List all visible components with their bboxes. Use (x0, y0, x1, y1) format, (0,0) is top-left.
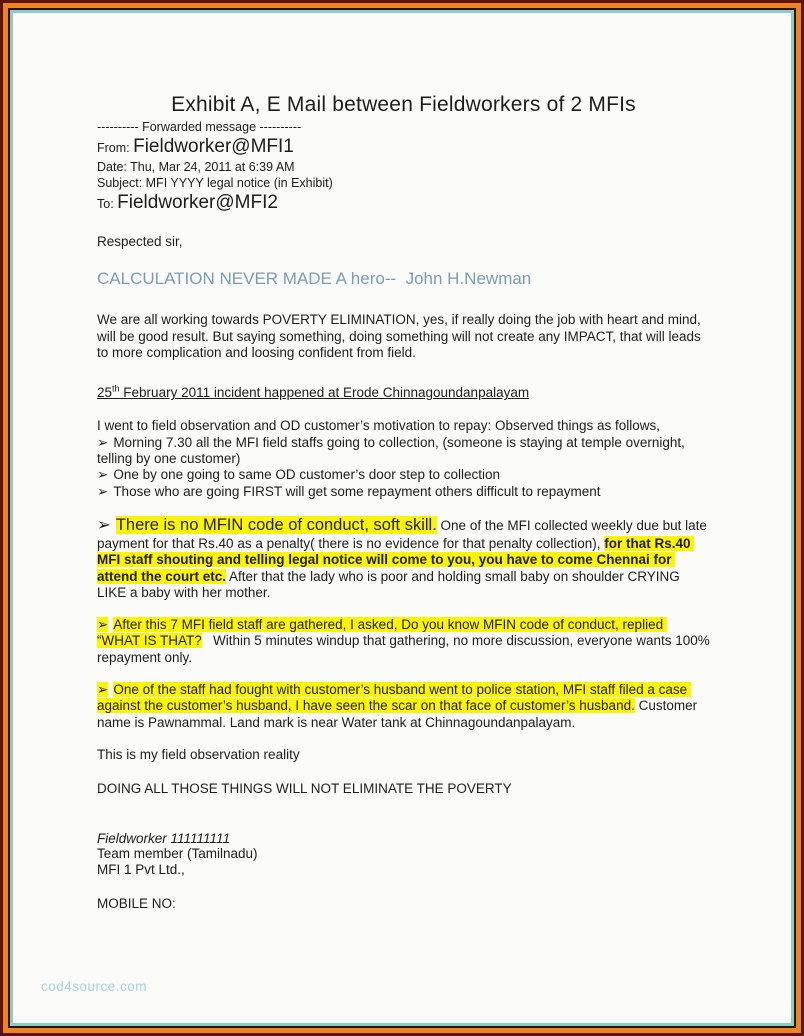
paragraph-text: Within 5 minutes windup that gathering, no more discussion, everyone wants 100% repayment only. (97, 633, 714, 665)
quote-heading: CALCULATION NEVER MADE A hero-- John H.Newman (97, 269, 532, 289)
bullet-item (97, 467, 710, 483)
date-line (97, 160, 710, 176)
from-address: Fieldworker@MFI1 (133, 136, 294, 157)
frame-dark-border (8, 8, 796, 1028)
signature-name: Fieldworker 111111111 (97, 830, 231, 846)
closing-statement: DOING ALL THOSE THINGS WILL NOT ELIMINATE THE POVERTY (97, 781, 512, 797)
observation-intro: I went to field observation and OD customer’s motivation to repay: Observed things as follows, (97, 418, 661, 434)
bullet-text: One by one going to same OD customer’s door step to collection (113, 467, 501, 483)
signature-org: MFI 1 Pvt Ltd., (97, 862, 185, 878)
subject-label: Subject: (97, 175, 146, 190)
to-address: Fieldworker@MFI2 (117, 192, 278, 213)
arrow-bullet-icon: ➢ (97, 467, 109, 483)
intro-paragraph: We are all working towards POVERTY ELIMINATION, yes, if really doing the job with heart and mind, will be good result. But saying something, doing something will not create any IMPACT, that will leads to more complication and loosing confident from field. (97, 312, 701, 360)
bullet-text: Those who are going FIRST will get some repayment others difficult to repayment (113, 483, 601, 499)
highlighted-paragraph-police (97, 682, 710, 731)
bullet-item (97, 435, 710, 468)
salutation: Respected sir, (97, 234, 183, 249)
incident-heading (97, 385, 710, 401)
arrow-bullet-icon: ➢ (97, 682, 109, 698)
frame-teal-border (10, 10, 794, 1026)
from-line (97, 135, 710, 160)
bullet-text: Morning 7.30 all the MFI field staffs going to collection, (someone is staying at temple overnight, telling by one customer) (97, 434, 685, 467)
date-value: Thu, Mar 24, 2011 at 6:39 AM (130, 160, 295, 174)
incident-text: February 2011 incident happened at Erode Chinnagoundanpalayam (119, 385, 530, 401)
highlight-lead-text: There is no MFIN code of conduct, soft skill. (115, 515, 437, 534)
highlight-text: One of the staff had fought with customer’s husband went to police station, MFI staff filed a case against the customer’s husband, I have seen the scar on that face of customer’s husband. (97, 682, 691, 714)
from-label: From: (97, 141, 134, 155)
to-line (97, 191, 710, 216)
arrow-bullet-icon: ➢ (97, 434, 109, 450)
mobile-number-line: MOBILE NO: (97, 895, 176, 911)
paragraph-text: Customer name is Pawnammal. Land mark is near Water tank at Chinnagoundanpalayam. (97, 698, 701, 730)
highlight-bold-text: for that Rs.40 MFI staff shouting and telling legal notice will come to you, you have to come Chennai for attend the court etc. (97, 535, 695, 584)
paragraph-text: One of the MFI collected weekly due but late payment for that Rs.40 as a penalty( there is no evidence for that penalty collection), (97, 517, 711, 551)
signature-block (97, 831, 710, 878)
forwarded-message-divider: ---------- Forwarded message ---------- (97, 120, 302, 134)
subject-line (97, 176, 710, 192)
paragraph-text: After that the lady who is poor and holding small baby on shoulder CRYING LIKE a baby with her mother. (97, 568, 684, 600)
closing-observation: This is my field observation reality (97, 746, 300, 762)
incident-date-suffix: th (112, 383, 120, 394)
highlight-text: After this 7 MFI field staff are gathered, I asked, Do you know MFIN code of conduct, replied “WHAT IS THAT? (97, 617, 667, 649)
incident-date: 25 (97, 385, 113, 401)
arrow-bullet-icon: ➢ (97, 617, 109, 633)
arrow-bullet-icon: ➢ (97, 483, 109, 499)
date-label: Date: (97, 160, 131, 174)
arrow-bullet-icon: ➢ (97, 515, 111, 534)
watermark: cod4source.com (41, 979, 148, 994)
exhibit-title: Exhibit A, E Mail between Fieldworkers of 2 MFIs (171, 93, 636, 116)
frame-orange-border (3, 3, 801, 1033)
signature-role: Team member (Tamilnadu) (97, 846, 258, 862)
highlighted-paragraph-gathering (97, 617, 714, 666)
to-label: To: (97, 197, 118, 211)
subject-value: MFI YYYY legal notice (in Exhibit) (145, 175, 333, 190)
document-page (13, 13, 791, 1023)
email-content (13, 13, 791, 912)
highlighted-paragraph-mfin (97, 515, 710, 601)
bullet-item (97, 484, 710, 500)
